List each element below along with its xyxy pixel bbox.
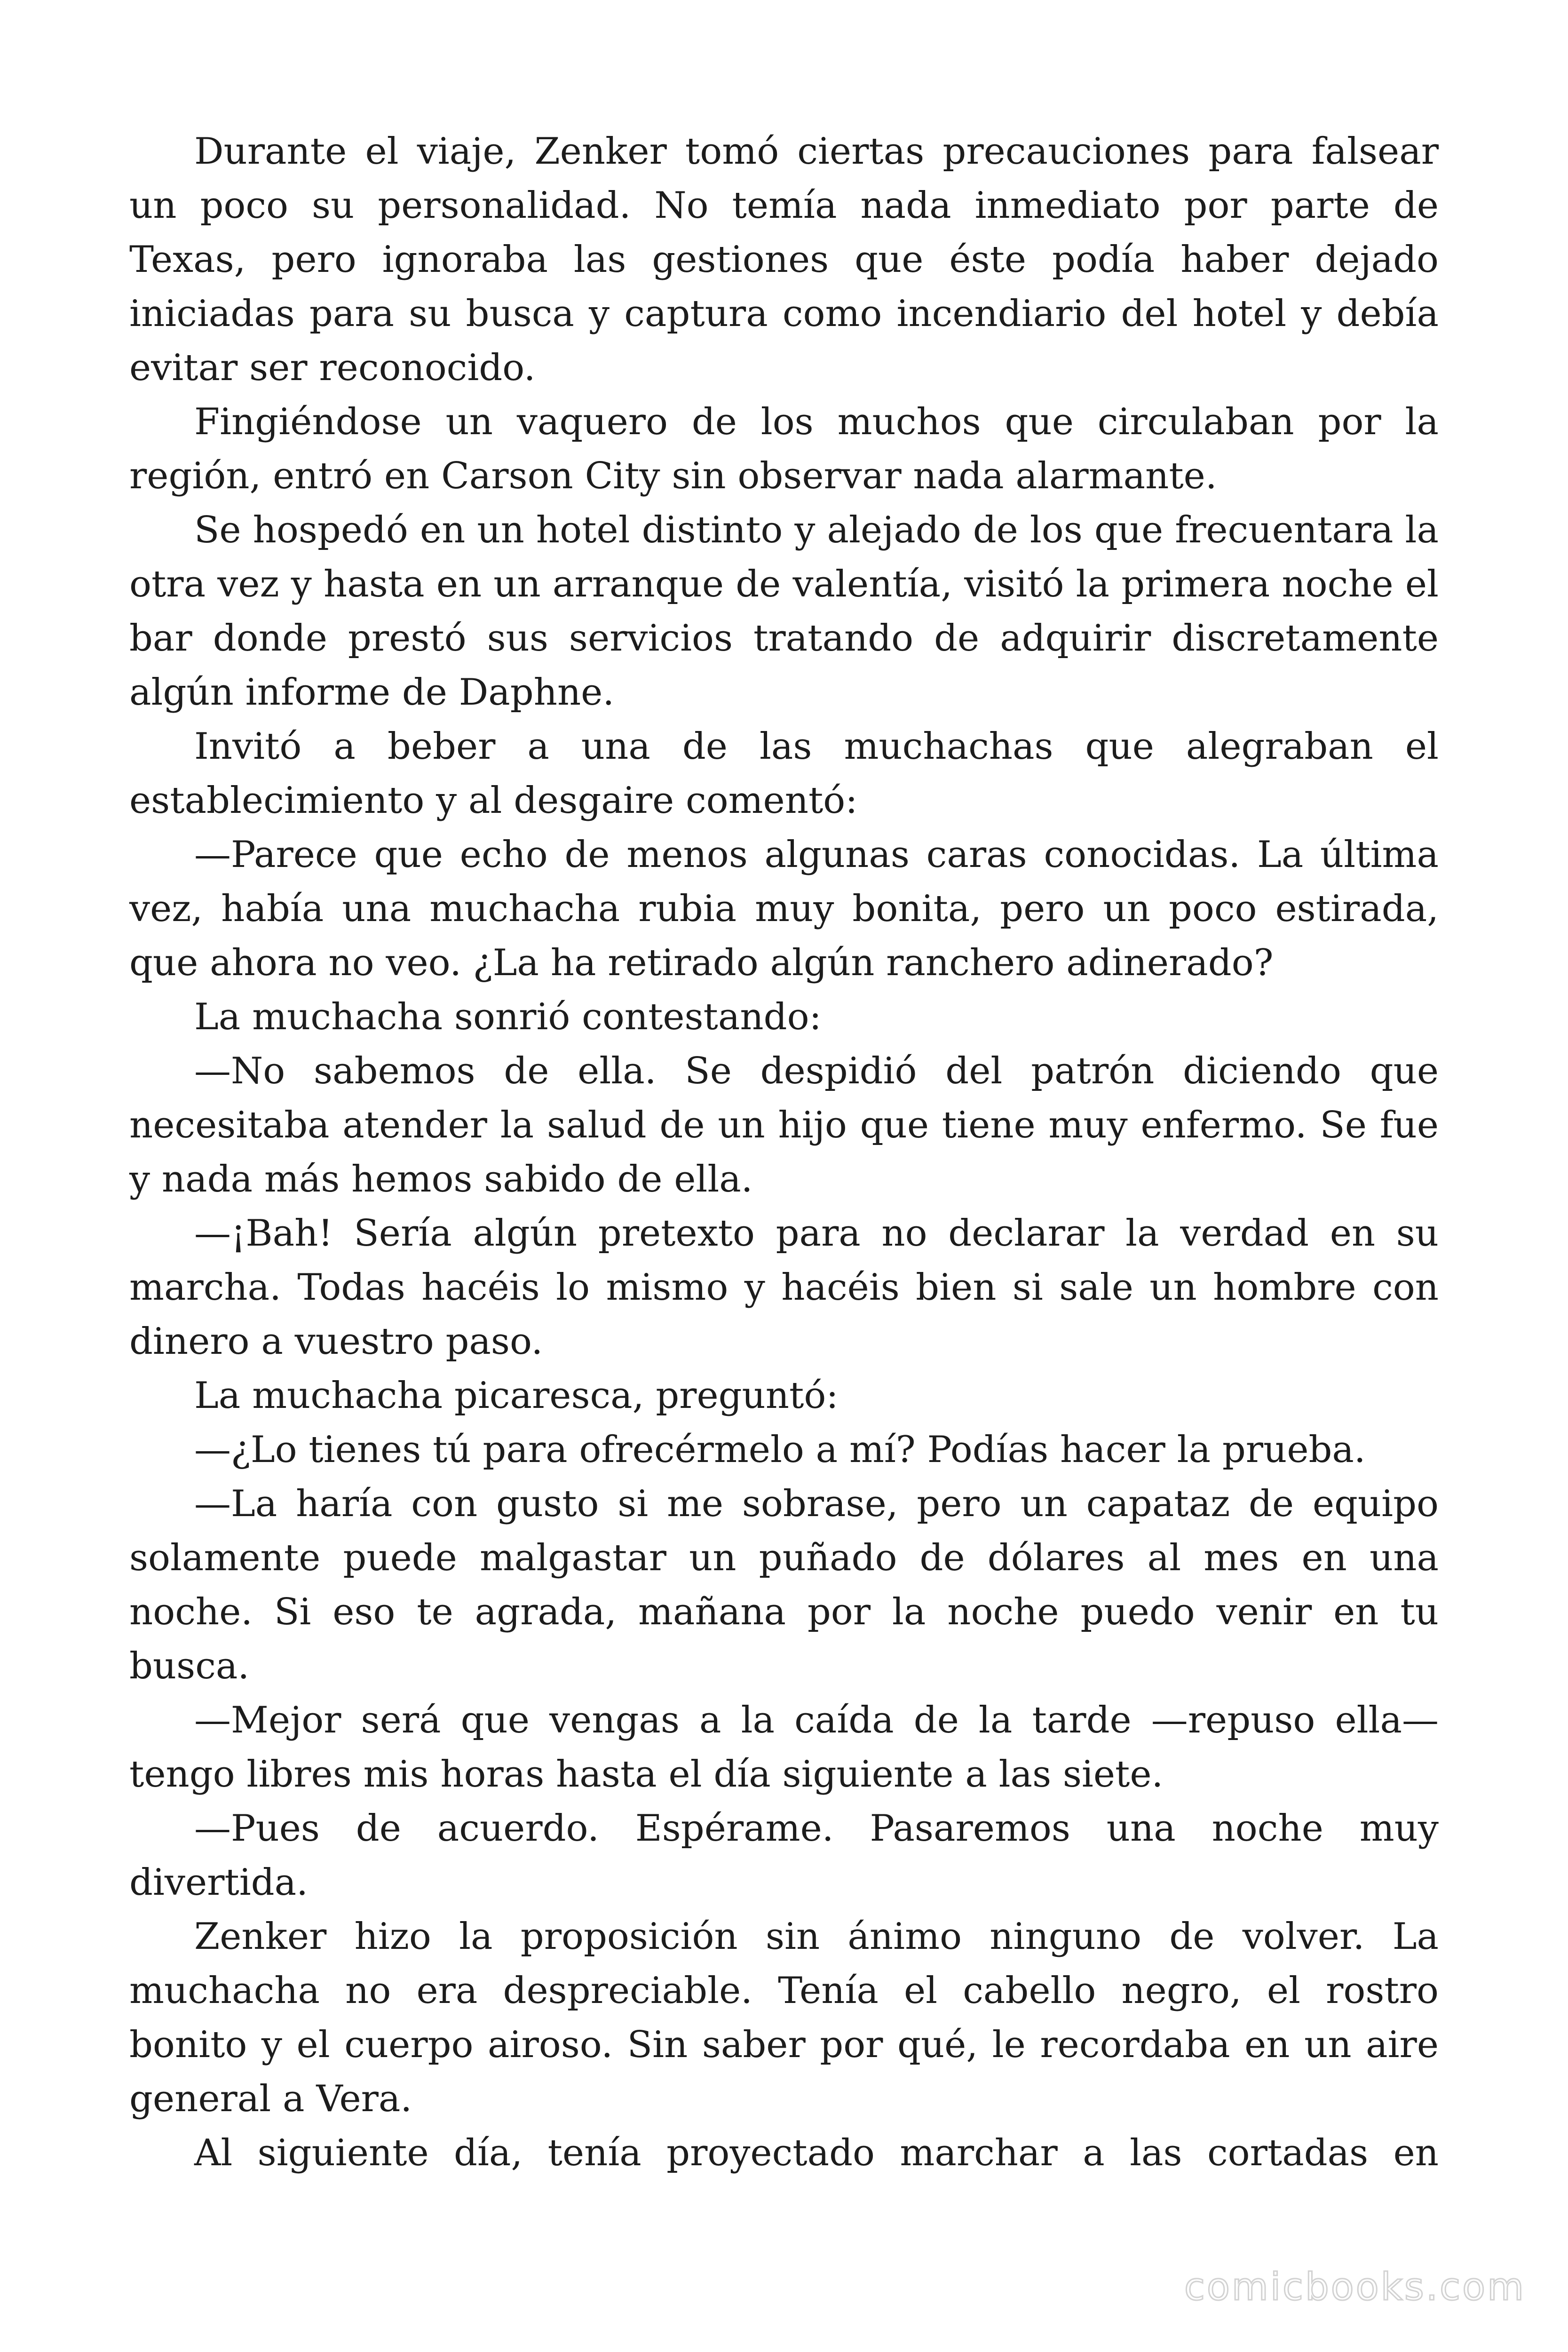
paragraph: La muchacha sonrió contestando: — [194, 996, 822, 1038]
paragraph: Al siguiente día, tenía proyectado marchar a las cortadas en — [194, 2132, 1439, 2174]
paragraph: —La haría con gusto si me sobrase, pero un capataz de equipo solamente puede malgastar un puñado de dólares al mes en una noche. Si eso te agrada, mañana por la noche puedo venir en tu busca. — [129, 1483, 1439, 1687]
book-page-text — [129, 125, 1439, 2180]
watermark: comicbooks.com — [1184, 2265, 1526, 2309]
paragraph: Zenker hizo la proposición sin ánimo ninguno de volver. La muchacha no era despreciable. Tenía el cabello negro, el rostro bonito y el cuerpo airoso. Sin saber por qué, le recordaba en un aire general a Vera. — [129, 1915, 1439, 2120]
paragraph: Durante el viaje, Zenker tomó ciertas precauciones para falsear un poco su personalidad. No temía nada inmediato por parte de Texas, pero ignoraba las gestiones que éste podía haber dejado iniciadas para su busca y captura como incendiario del hotel y debía evitar ser reconocido. — [129, 130, 1439, 389]
paragraph: Se hospedó en un hotel distinto y alejado de los que frecuentara la otra vez y hasta en un arranque de valentía, visitó la primera noche el bar donde prestó sus servicios tratando de adquirir discretamente algún informe de Daphne. — [129, 509, 1439, 714]
paragraph: —Mejor será que vengas a la caída de la tarde —repuso ella— tengo libres mis horas hasta el día siguiente a las siete. — [129, 1699, 1439, 1796]
paragraph: —¡Bah! Sería algún pretexto para no declarar la verdad en su marcha. Todas hacéis lo mismo y hacéis bien si sale un hombre con dinero a vuestro paso. — [129, 1212, 1439, 1363]
paragraph: —Parece que echo de menos algunas caras conocidas. La última vez, había una muchacha rubia muy bonita, pero un poco estirada, que ahora no veo. ¿La ha retirado algún ranchero adinerado? — [129, 834, 1439, 984]
paragraph: —No sabemos de ella. Se despidió del patrón diciendo que necesitaba atender la salud de un hijo que tiene muy enfermo. Se fue y nada más hemos sabido de ella. — [129, 1050, 1439, 1200]
paragraph: —¿Lo tienes tú para ofrecérmelo a mí? Podías hacer la prueba. — [194, 1429, 1366, 1471]
paragraph: La muchacha picaresca, preguntó: — [194, 1375, 839, 1417]
paragraph: Invitó a beber a una de las muchachas que alegraban el establecimiento y al desgaire comentó: — [129, 725, 1439, 822]
paragraph: —Pues de acuerdo. Espérame. Pasaremos una noche muy divertida. — [129, 1807, 1439, 1904]
paragraph: Fingiéndose un vaquero de los muchos que circulaban por la región, entró en Carson City sin observar nada alarmante. — [129, 401, 1439, 497]
